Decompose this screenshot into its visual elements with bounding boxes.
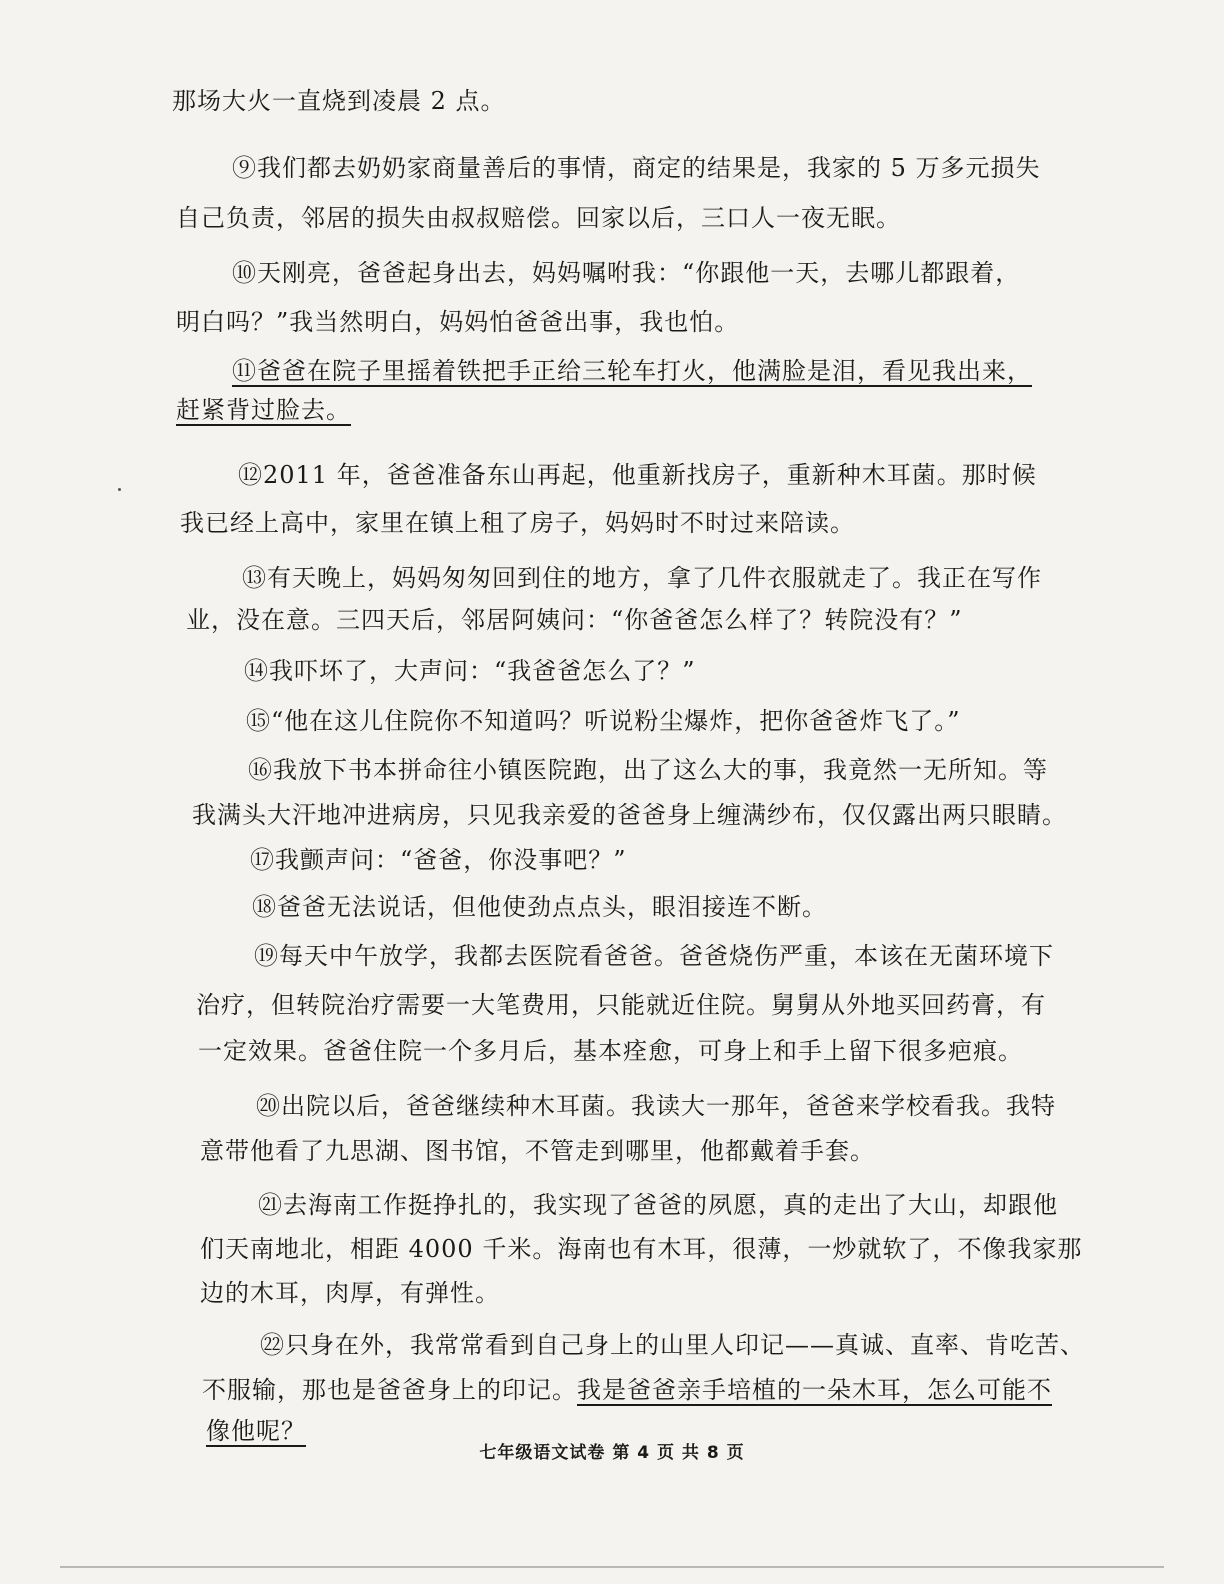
paragraph-15-line: ⑮“他在这儿住院你不知道吗？听说粉尘爆炸，把你爸爸炸飞了。” — [246, 707, 961, 735]
paragraph-11-underlined-line-2: 赶紧背过脸去。 — [176, 396, 351, 424]
paragraph-22-underlined-line-3: 像他呢？ — [206, 1417, 306, 1445]
paragraph-18-line: ⑱爸爸无法说话，但他使劲点点头，眼泪接连不断。 — [252, 893, 827, 921]
paragraph-21-line-2: 们天南地北，相距 4000 千米。海南也有木耳，很薄，一炒就软了，不像我家那 — [200, 1235, 1083, 1263]
paragraph-10-line-1: ⑩天刚亮，爸爸起身出去，妈妈嘱咐我：“你跟他一天，去哪儿都跟着， — [232, 259, 1021, 287]
paragraph-9-line-1: ⑨我们都去奶奶家商量善后的事情，商定的结果是，我家的 5 万多元损失 — [232, 154, 1041, 182]
scan-speck — [118, 488, 121, 491]
paragraph-12-line-1: ⑫2011 年，爸爸准备东山再起，他重新找房子，重新种木耳菌。那时候 — [238, 461, 1037, 489]
paragraph-20-line-1: ⑳出院以后，爸爸继续种木耳菌。我读大一那年，爸爸来学校看我。我特 — [256, 1092, 1056, 1120]
paragraph-16-line-2: 我满头大汗地冲进病房，只见我亲爱的爸爸身上缠满纱布，仅仅露出两只眼睛。 — [192, 801, 1067, 829]
paragraph-22-underlined-text: 我是爸爸亲手培植的一朵木耳，怎么可能不 — [577, 1376, 1052, 1404]
paragraph-11-underlined-line-1: ⑪爸爸在院子里摇着铁把手正给三轮车打火，他满脸是泪，看见我出来， — [232, 357, 1032, 385]
paragraph-22-line-2 — [202, 1375, 1052, 1405]
paragraph-9-line-2: 自己负责，邻居的损失由叔叔赔偿。回家以后，三口人一夜无眠。 — [176, 204, 901, 232]
page-footer: 七年级语文试卷 第 4 页 共 8 页 — [479, 1443, 745, 1463]
paragraph-17-line: ⑰我颤声问：“爸爸，你没事吧？” — [250, 846, 627, 874]
paragraph-19-line-1: ⑲每天中午放学，我都去医院看爸爸。爸爸烧伤严重，本该在无菌环境下 — [254, 942, 1054, 970]
paragraph-19-line-3: 一定效果。爸爸住院一个多月后，基本痊愈，可身上和手上留下很多疤痕。 — [198, 1037, 1023, 1065]
paragraph-16-line-1: ⑯我放下书本拼命往小镇医院跑，出了这么大的事，我竟然一无所知。等 — [248, 756, 1048, 784]
page-bottom-edge — [60, 1566, 1164, 1568]
paragraph-10-line-2: 明白吗？”我当然明白，妈妈怕爸爸出事，我也怕。 — [176, 308, 740, 336]
paragraph-22-line-1: ㉒只身在外，我常常看到自己身上的山里人印记——真诚、直率、肯吃苦、 — [260, 1331, 1085, 1359]
paragraph-14-line: ⑭我吓坏了，大声问：“我爸爸怎么了？” — [244, 657, 696, 685]
paragraph-22-plain-text: 不服输，那也是爸爸身上的印记。 — [202, 1376, 577, 1404]
paragraph-13-line-2: 业，没在意。三四天后，邻居阿姨问：“你爸爸怎么样了？转院没有？” — [186, 606, 963, 634]
paragraph-12-line-2: 我已经上高中，家里在镇上租了房子，妈妈时不时过来陪读。 — [180, 509, 855, 537]
paragraph-21-line-1: ㉑去海南工作挺挣扎的，我实现了爸爸的夙愿，真的走出了大山，却跟他 — [258, 1191, 1058, 1219]
paragraph-13-line-1: ⑬有天晚上，妈妈匆匆回到住的地方，拿了几件衣服就走了。我正在写作 — [242, 564, 1042, 592]
paragraph-20-line-2: 意带他看了九思湖、图书馆，不管走到哪里，他都戴着手套。 — [200, 1137, 875, 1165]
paragraph-21-line-3: 边的木耳，肉厚，有弹性。 — [200, 1279, 500, 1307]
paragraph-19-line-2: 治疗，但转院治疗需要一大笔费用，只能就近住院。舅舅从外地买回药膏，有 — [196, 991, 1046, 1019]
text-line: 那场大火一直烧到凌晨 2 点。 — [172, 87, 506, 115]
